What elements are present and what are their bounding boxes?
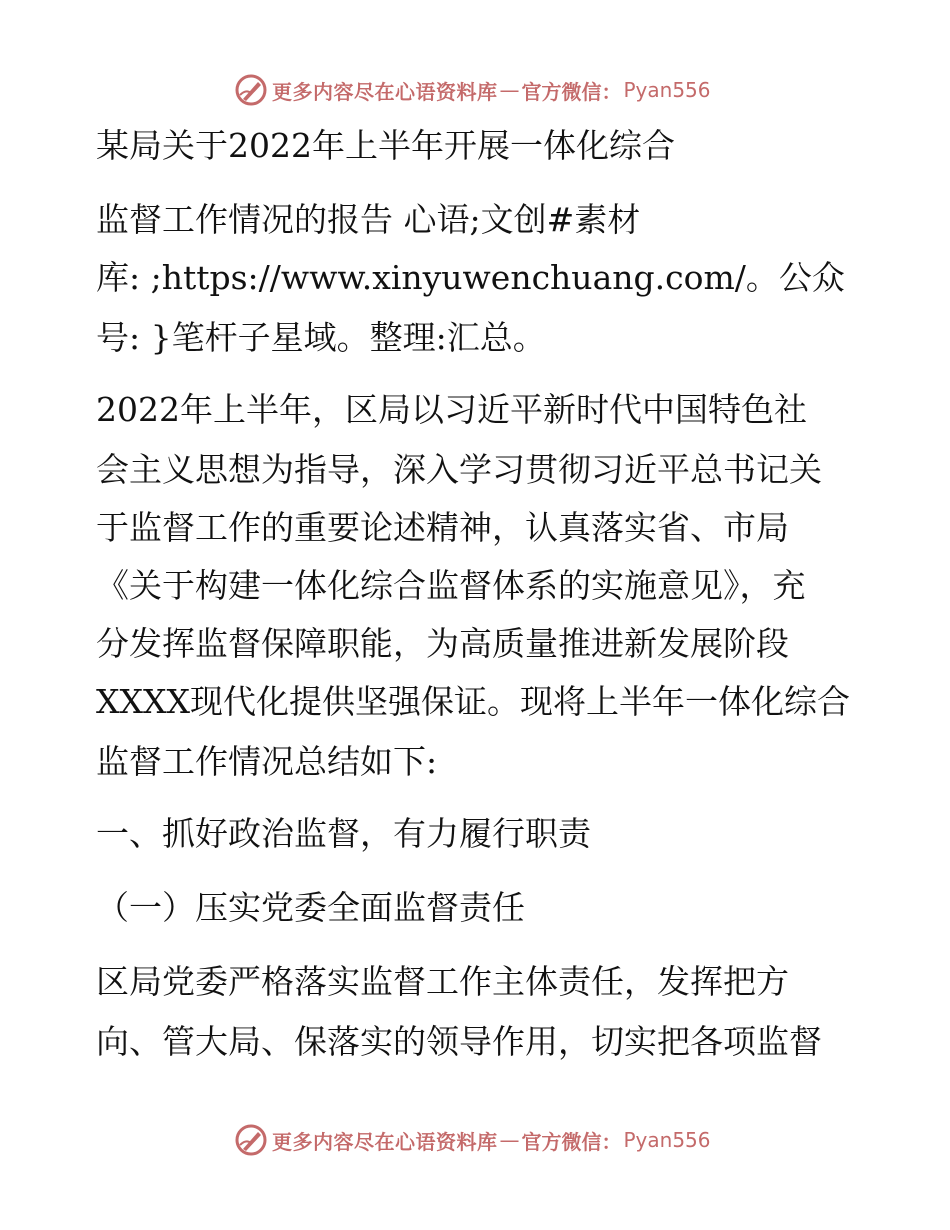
watermark-wechat-label: 官方微信：: [521, 79, 622, 104]
intro-line-2: 会主义思想为指导，深入学习贯彻习近平总书记关: [96, 450, 822, 489]
watermark-dash: —: [499, 78, 520, 102]
body-line-1: 区局党委严格落实监督工作主体责任，发挥把方: [96, 962, 789, 1001]
watermark-promo-text: 更多内容尽在心语资料库: [272, 1129, 498, 1154]
intro-line-4: 《关于构建一体化综合监督体系的实施意见》，充: [96, 566, 806, 605]
subsection-1-heading: （一）压实党委全面监督责任: [96, 888, 525, 927]
quill-pen-logo-icon: [234, 73, 268, 107]
section-1-heading: 一、抓好政治监督，有力履行职责: [96, 814, 591, 853]
watermark-wechat-label: 官方微信：: [521, 1129, 622, 1154]
intro-line-1: 2022年上半年，区局以习近平新时代中国特色社: [96, 390, 807, 429]
intro-line-7: 监督工作情况总结如下:: [96, 742, 438, 781]
source-line-1: 库: ;https://www.xinyuwenchuang.com/。公众: [96, 258, 845, 297]
watermark-wechat-id: Pyan556: [623, 1128, 711, 1152]
watermark-promo-text: 更多内容尽在心语资料库: [272, 79, 498, 104]
source-line-2: 号: }笔杆子星域。整理:汇总。: [96, 318, 546, 357]
footer-watermark: [234, 1122, 711, 1158]
document-title-line-2: 监督工作情况的报告 心语;文创#素材: [96, 200, 641, 239]
intro-line-3: 于监督工作的重要论述精神，认真落实省、市局: [96, 508, 789, 547]
watermark-wechat-id: Pyan556: [623, 78, 711, 102]
watermark-dash: —: [499, 1128, 520, 1152]
document-title-line-1: 某局关于2022年上半年开展一体化综合: [96, 126, 675, 165]
intro-line-5: 分发挥监督保障职能，为高质量推进新发展阶段: [96, 624, 789, 663]
quill-pen-logo-icon: [234, 1123, 268, 1157]
body-line-2: 向、管大局、保落实的领导作用，切实把各项监督: [96, 1022, 822, 1061]
intro-line-6: XXXX现代化提供坚强保证。现将上半年一体化综合: [96, 682, 850, 721]
header-watermark: [234, 72, 711, 108]
